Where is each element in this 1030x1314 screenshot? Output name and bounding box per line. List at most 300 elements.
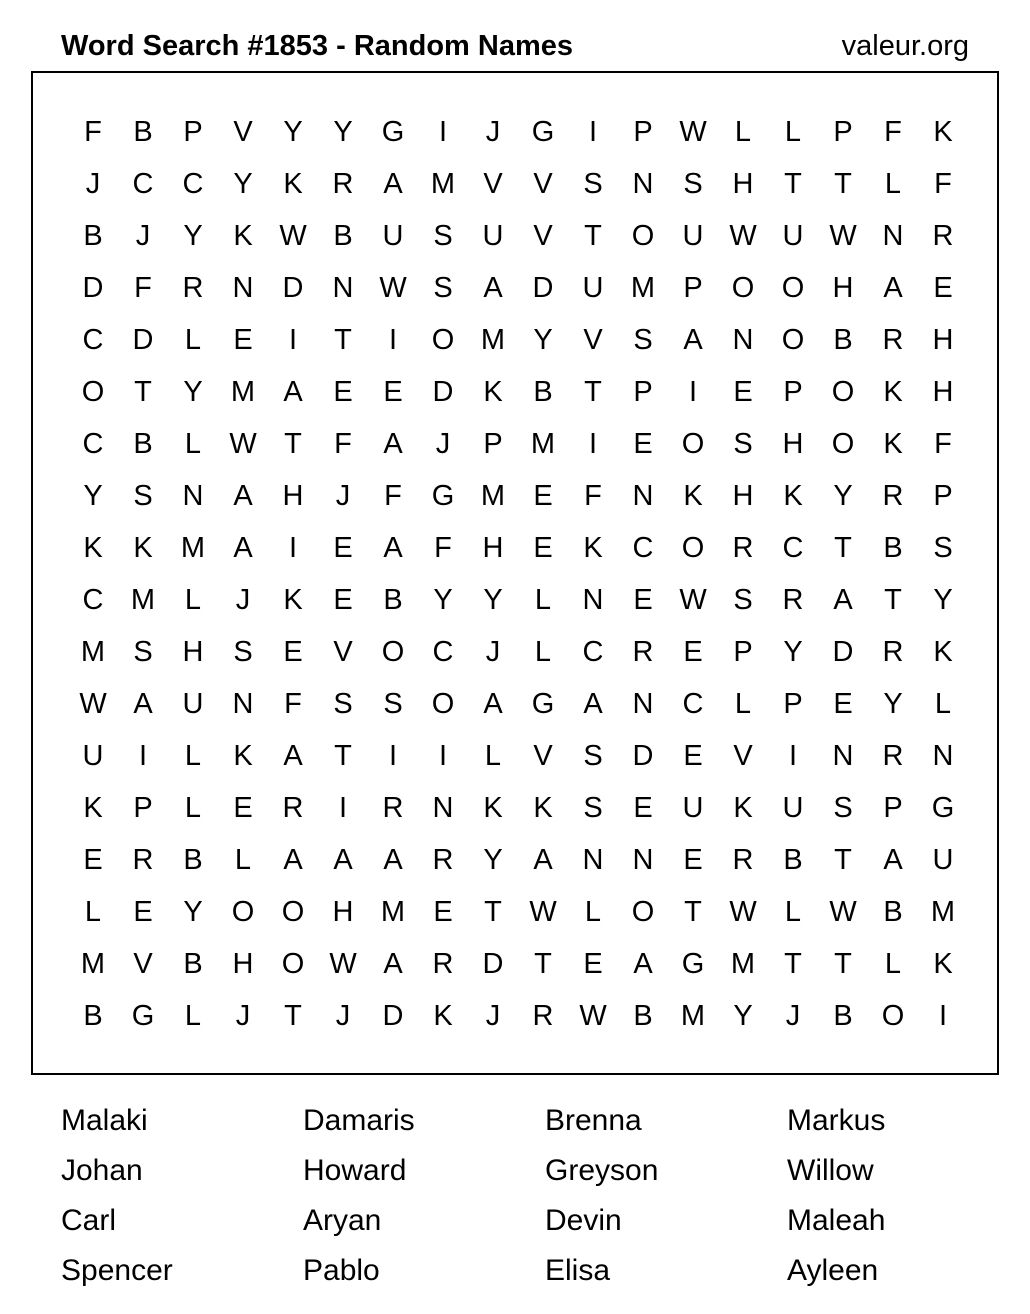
grid-cell[interactable]: M (180, 531, 206, 564)
grid-cell[interactable]: D (132, 323, 154, 356)
grid-cell[interactable]: H (932, 375, 954, 408)
grid-cell[interactable]: M (930, 895, 956, 928)
grid-cell[interactable]: T (834, 531, 852, 564)
grid-cell[interactable]: R (532, 999, 554, 1032)
grid-cell[interactable]: E (433, 895, 453, 928)
grid-cell[interactable]: W (679, 115, 707, 148)
grid-cell[interactable]: S (233, 635, 253, 668)
grid-cell[interactable]: K (783, 479, 803, 512)
grid-cell[interactable]: R (432, 947, 454, 980)
grid-cell[interactable]: K (583, 531, 603, 564)
grid-cell[interactable]: Y (433, 583, 453, 616)
grid-cell[interactable]: P (883, 791, 903, 824)
grid-cell[interactable]: J (335, 479, 351, 512)
grid-cell[interactable]: A (683, 323, 703, 356)
grid-cell[interactable]: D (282, 271, 304, 304)
grid-cell[interactable]: F (334, 427, 352, 460)
grid-cell[interactable]: U (582, 271, 604, 304)
grid-cell[interactable]: P (783, 375, 803, 408)
grid-cell[interactable]: H (332, 895, 354, 928)
grid-cell[interactable]: J (85, 167, 101, 200)
grid-cell[interactable]: A (633, 947, 653, 980)
grid-cell[interactable]: I (138, 739, 148, 772)
grid-cell[interactable]: B (83, 219, 103, 252)
grid-cell[interactable]: B (883, 895, 903, 928)
grid-cell[interactable]: L (184, 739, 202, 772)
grid-cell[interactable]: L (934, 687, 952, 720)
grid-cell[interactable]: O (81, 375, 105, 408)
grid-cell[interactable]: S (433, 219, 453, 252)
grid-cell[interactable]: L (184, 791, 202, 824)
grid-cell[interactable]: P (933, 479, 953, 512)
grid-cell[interactable]: W (529, 895, 557, 928)
grid-cell[interactable]: P (783, 687, 803, 720)
grid-cell[interactable]: O (231, 895, 255, 928)
grid-cell[interactable]: L (784, 895, 802, 928)
grid-cell[interactable]: N (832, 739, 854, 772)
grid-cell[interactable]: T (834, 843, 852, 876)
grid-cell[interactable]: S (583, 167, 603, 200)
grid-cell[interactable]: F (434, 531, 452, 564)
grid-cell[interactable]: M (730, 947, 756, 980)
grid-cell[interactable]: L (184, 323, 202, 356)
grid-cell[interactable]: K (933, 635, 953, 668)
grid-cell[interactable]: D (832, 635, 854, 668)
grid-cell[interactable]: L (784, 115, 802, 148)
grid-cell[interactable]: M (230, 375, 256, 408)
grid-cell[interactable]: Y (333, 115, 353, 148)
grid-cell[interactable]: M (630, 271, 656, 304)
grid-cell[interactable]: N (632, 479, 654, 512)
grid-cell[interactable]: R (282, 791, 304, 824)
grid-cell[interactable]: R (882, 323, 904, 356)
grid-cell[interactable]: T (834, 167, 852, 200)
grid-cell[interactable]: P (483, 427, 503, 460)
grid-cell[interactable]: B (183, 843, 203, 876)
grid-cell[interactable]: W (229, 427, 257, 460)
grid-cell[interactable]: O (831, 427, 855, 460)
grid-cell[interactable]: J (785, 999, 801, 1032)
grid-cell[interactable]: E (633, 427, 653, 460)
grid-cell[interactable]: K (233, 219, 253, 252)
grid-cell[interactable]: A (883, 271, 903, 304)
grid-cell[interactable]: M (480, 479, 506, 512)
grid-cell[interactable]: A (233, 479, 253, 512)
grid-cell[interactable]: M (380, 895, 406, 928)
grid-cell[interactable]: B (833, 323, 853, 356)
grid-cell[interactable]: S (383, 687, 403, 720)
grid-cell[interactable]: J (485, 635, 501, 668)
grid-cell[interactable]: I (938, 999, 948, 1032)
grid-cell[interactable]: L (734, 115, 752, 148)
grid-cell[interactable]: A (533, 843, 553, 876)
grid-cell[interactable]: O (281, 947, 305, 980)
grid-cell[interactable]: N (582, 583, 604, 616)
grid-cell[interactable]: R (132, 843, 154, 876)
grid-cell[interactable]: S (133, 479, 153, 512)
grid-cell[interactable]: N (632, 167, 654, 200)
grid-cell[interactable]: P (733, 635, 753, 668)
grid-cell[interactable]: A (383, 947, 403, 980)
grid-cell[interactable]: O (881, 999, 905, 1032)
grid-cell[interactable]: Y (83, 479, 103, 512)
grid-cell[interactable]: T (484, 895, 502, 928)
grid-cell[interactable]: I (288, 323, 298, 356)
grid-cell[interactable]: N (232, 271, 254, 304)
grid-cell[interactable]: F (934, 427, 952, 460)
grid-cell[interactable]: O (281, 895, 305, 928)
grid-cell[interactable]: N (432, 791, 454, 824)
grid-cell[interactable]: E (533, 531, 553, 564)
grid-cell[interactable]: P (633, 115, 653, 148)
grid-cell[interactable]: J (235, 999, 251, 1032)
grid-cell[interactable]: A (283, 739, 303, 772)
grid-cell[interactable]: L (234, 843, 252, 876)
grid-cell[interactable]: R (882, 479, 904, 512)
grid-cell[interactable]: S (733, 427, 753, 460)
grid-cell[interactable]: B (333, 219, 353, 252)
grid-cell[interactable]: S (683, 167, 703, 200)
grid-cell[interactable]: S (583, 791, 603, 824)
grid-cell[interactable]: U (182, 687, 204, 720)
grid-cell[interactable]: M (480, 323, 506, 356)
grid-cell[interactable]: G (531, 687, 555, 720)
grid-cell[interactable]: M (430, 167, 456, 200)
grid-cell[interactable]: I (588, 427, 598, 460)
grid-cell[interactable]: B (133, 115, 153, 148)
grid-cell[interactable]: B (183, 947, 203, 980)
grid-cell[interactable]: W (579, 999, 607, 1032)
grid-cell[interactable]: K (433, 999, 453, 1032)
grid-cell[interactable]: H (482, 531, 504, 564)
grid-cell[interactable]: H (282, 479, 304, 512)
grid-cell[interactable]: L (534, 583, 552, 616)
grid-cell[interactable]: Y (183, 895, 203, 928)
grid-cell[interactable]: E (683, 843, 703, 876)
grid-cell[interactable]: W (729, 219, 757, 252)
grid-cell[interactable]: S (433, 271, 453, 304)
grid-cell[interactable]: F (84, 115, 102, 148)
grid-cell[interactable]: A (483, 687, 503, 720)
grid-cell[interactable]: P (133, 791, 153, 824)
grid-cell[interactable]: R (882, 739, 904, 772)
grid-cell[interactable]: W (729, 895, 757, 928)
grid-cell[interactable]: H (932, 323, 954, 356)
grid-cell[interactable]: H (832, 271, 854, 304)
grid-cell[interactable]: T (284, 427, 302, 460)
grid-cell[interactable]: O (831, 375, 855, 408)
grid-cell[interactable]: E (683, 635, 703, 668)
grid-cell[interactable]: E (733, 375, 753, 408)
grid-cell[interactable]: E (83, 843, 103, 876)
grid-cell[interactable]: K (233, 739, 253, 772)
grid-cell[interactable]: D (382, 999, 404, 1032)
grid-cell[interactable]: O (631, 219, 655, 252)
grid-cell[interactable]: K (883, 375, 903, 408)
grid-cell[interactable]: C (582, 635, 604, 668)
grid-cell[interactable]: C (132, 167, 154, 200)
grid-cell[interactable]: G (931, 791, 955, 824)
grid-cell[interactable]: N (332, 271, 354, 304)
grid-cell[interactable]: T (784, 167, 802, 200)
grid-cell[interactable]: T (784, 947, 802, 980)
grid-cell[interactable]: H (232, 947, 254, 980)
grid-cell[interactable]: T (334, 739, 352, 772)
grid-cell[interactable]: E (333, 531, 353, 564)
grid-cell[interactable]: R (732, 531, 754, 564)
grid-cell[interactable]: S (633, 323, 653, 356)
grid-cell[interactable]: J (435, 427, 451, 460)
grid-cell[interactable]: U (932, 843, 954, 876)
grid-cell[interactable]: T (534, 947, 552, 980)
grid-cell[interactable]: U (82, 739, 104, 772)
grid-cell[interactable]: T (584, 375, 602, 408)
grid-cell[interactable]: A (583, 687, 603, 720)
grid-cell[interactable]: N (932, 739, 954, 772)
grid-cell[interactable]: F (884, 115, 902, 148)
grid-cell[interactable]: R (182, 271, 204, 304)
grid-cell[interactable]: V (233, 115, 253, 148)
grid-cell[interactable]: D (432, 375, 454, 408)
grid-cell[interactable]: G (431, 479, 455, 512)
grid-cell[interactable]: L (734, 687, 752, 720)
grid-cell[interactable]: W (379, 271, 407, 304)
grid-cell[interactable]: H (732, 167, 754, 200)
grid-cell[interactable]: B (83, 999, 103, 1032)
grid-cell[interactable]: E (233, 791, 253, 824)
grid-cell[interactable]: U (382, 219, 404, 252)
grid-cell[interactable]: H (782, 427, 804, 460)
grid-cell[interactable]: C (432, 635, 454, 668)
grid-cell[interactable]: R (882, 635, 904, 668)
grid-cell[interactable]: B (383, 583, 403, 616)
grid-cell[interactable]: L (884, 167, 902, 200)
grid-cell[interactable]: N (232, 687, 254, 720)
grid-cell[interactable]: S (133, 635, 153, 668)
grid-cell[interactable]: W (329, 947, 357, 980)
grid-cell[interactable]: V (483, 167, 503, 200)
grid-cell[interactable]: N (632, 687, 654, 720)
grid-cell[interactable]: T (684, 895, 702, 928)
grid-cell[interactable]: J (485, 115, 501, 148)
grid-cell[interactable]: G (531, 115, 555, 148)
grid-cell[interactable]: R (382, 791, 404, 824)
grid-cell[interactable]: A (283, 375, 303, 408)
grid-cell[interactable]: M (80, 635, 106, 668)
grid-cell[interactable]: B (533, 375, 553, 408)
grid-cell[interactable]: A (383, 531, 403, 564)
grid-cell[interactable]: F (284, 687, 302, 720)
grid-cell[interactable]: A (383, 167, 403, 200)
grid-cell[interactable]: E (333, 375, 353, 408)
grid-cell[interactable]: E (233, 323, 253, 356)
grid-cell[interactable]: L (584, 895, 602, 928)
grid-cell[interactable]: K (283, 167, 303, 200)
grid-cell[interactable]: G (131, 999, 155, 1032)
grid-cell[interactable]: C (182, 167, 204, 200)
grid-cell[interactable]: O (681, 427, 705, 460)
grid-cell[interactable]: V (583, 323, 603, 356)
grid-cell[interactable]: B (783, 843, 803, 876)
grid-cell[interactable]: Y (233, 167, 253, 200)
grid-cell[interactable]: Y (183, 219, 203, 252)
grid-cell[interactable]: Y (183, 375, 203, 408)
grid-cell[interactable]: W (679, 583, 707, 616)
grid-cell[interactable]: D (532, 271, 554, 304)
grid-cell[interactable]: I (288, 531, 298, 564)
grid-cell[interactable]: R (782, 583, 804, 616)
grid-cell[interactable]: U (782, 791, 804, 824)
grid-cell[interactable]: B (133, 427, 153, 460)
grid-cell[interactable]: T (134, 375, 152, 408)
grid-cell[interactable]: A (383, 427, 403, 460)
grid-cell[interactable]: P (833, 115, 853, 148)
grid-cell[interactable]: K (933, 947, 953, 980)
grid-cell[interactable]: S (583, 739, 603, 772)
grid-cell[interactable]: U (782, 219, 804, 252)
grid-cell[interactable]: T (284, 999, 302, 1032)
grid-cell[interactable]: D (482, 947, 504, 980)
grid-cell[interactable]: I (688, 375, 698, 408)
grid-cell[interactable]: I (588, 115, 598, 148)
grid-cell[interactable]: F (384, 479, 402, 512)
grid-cell[interactable]: E (833, 687, 853, 720)
grid-cell[interactable]: O (781, 271, 805, 304)
grid-cell[interactable]: K (483, 375, 503, 408)
grid-cell[interactable]: C (632, 531, 654, 564)
grid-cell[interactable]: F (584, 479, 602, 512)
grid-cell[interactable]: K (933, 115, 953, 148)
grid-cell[interactable]: R (732, 843, 754, 876)
grid-cell[interactable]: B (883, 531, 903, 564)
grid-cell[interactable]: A (333, 843, 353, 876)
grid-cell[interactable]: D (632, 739, 654, 772)
grid-cell[interactable]: N (732, 323, 754, 356)
grid-cell[interactable]: K (533, 791, 553, 824)
grid-cell[interactable]: K (683, 479, 703, 512)
grid-cell[interactable]: K (83, 531, 103, 564)
grid-cell[interactable]: O (631, 895, 655, 928)
grid-cell[interactable]: L (84, 895, 102, 928)
grid-cell[interactable]: L (184, 583, 202, 616)
grid-cell[interactable]: L (884, 947, 902, 980)
grid-cell[interactable]: E (533, 479, 553, 512)
grid-cell[interactable]: N (632, 843, 654, 876)
grid-cell[interactable]: N (582, 843, 604, 876)
grid-cell[interactable]: I (388, 739, 398, 772)
grid-cell[interactable]: O (681, 531, 705, 564)
grid-cell[interactable]: F (934, 167, 952, 200)
grid-cell[interactable]: J (485, 999, 501, 1032)
grid-cell[interactable]: Y (833, 479, 853, 512)
grid-cell[interactable]: Y (533, 323, 553, 356)
grid-cell[interactable]: E (933, 271, 953, 304)
grid-cell[interactable]: A (233, 531, 253, 564)
grid-cell[interactable]: O (381, 635, 405, 668)
grid-cell[interactable]: K (133, 531, 153, 564)
grid-cell[interactable]: C (82, 323, 104, 356)
grid-cell[interactable]: N (882, 219, 904, 252)
grid-cell[interactable]: W (829, 895, 857, 928)
grid-cell[interactable]: Y (883, 687, 903, 720)
grid-cell[interactable]: U (482, 219, 504, 252)
grid-cell[interactable]: D (82, 271, 104, 304)
grid-cell[interactable]: Y (483, 583, 503, 616)
grid-cell[interactable]: K (483, 791, 503, 824)
grid-cell[interactable]: B (633, 999, 653, 1032)
grid-cell[interactable]: L (484, 739, 502, 772)
grid-cell[interactable]: H (182, 635, 204, 668)
grid-cell[interactable]: A (833, 583, 853, 616)
grid-cell[interactable]: B (833, 999, 853, 1032)
grid-cell[interactable]: T (584, 219, 602, 252)
grid-cell[interactable]: L (184, 427, 202, 460)
grid-cell[interactable]: R (632, 635, 654, 668)
grid-cell[interactable]: F (134, 271, 152, 304)
grid-cell[interactable]: V (333, 635, 353, 668)
grid-cell[interactable]: V (533, 739, 553, 772)
grid-cell[interactable]: S (333, 687, 353, 720)
grid-cell[interactable]: K (83, 791, 103, 824)
grid-cell[interactable]: R (332, 167, 354, 200)
grid-cell[interactable]: E (283, 635, 303, 668)
grid-cell[interactable]: V (733, 739, 753, 772)
grid-cell[interactable]: S (833, 791, 853, 824)
grid-cell[interactable]: K (883, 427, 903, 460)
grid-cell[interactable]: H (732, 479, 754, 512)
grid-cell[interactable]: K (283, 583, 303, 616)
grid-cell[interactable]: M (80, 947, 106, 980)
grid-cell[interactable]: V (533, 167, 553, 200)
grid-cell[interactable]: E (383, 375, 403, 408)
grid-cell[interactable]: A (383, 843, 403, 876)
grid-cell[interactable]: U (682, 791, 704, 824)
grid-cell[interactable]: W (79, 687, 107, 720)
grid-cell[interactable]: T (834, 947, 852, 980)
grid-cell[interactable]: Y (933, 583, 953, 616)
grid-cell[interactable]: C (82, 427, 104, 460)
grid-cell[interactable]: I (438, 739, 448, 772)
grid-cell[interactable]: M (530, 427, 556, 460)
grid-cell[interactable]: I (788, 739, 798, 772)
grid-cell[interactable]: L (184, 999, 202, 1032)
grid-cell[interactable]: M (680, 999, 706, 1032)
grid-cell[interactable]: E (683, 739, 703, 772)
grid-cell[interactable]: E (333, 583, 353, 616)
grid-cell[interactable]: R (432, 843, 454, 876)
grid-cell[interactable]: J (335, 999, 351, 1032)
grid-cell[interactable]: J (235, 583, 251, 616)
grid-cell[interactable]: A (283, 843, 303, 876)
grid-cell[interactable]: A (883, 843, 903, 876)
grid-cell[interactable]: E (583, 947, 603, 980)
grid-cell[interactable]: P (633, 375, 653, 408)
grid-cell[interactable]: J (135, 219, 151, 252)
grid-cell[interactable]: G (681, 947, 705, 980)
grid-cell[interactable]: Y (733, 999, 753, 1032)
grid-cell[interactable]: S (733, 583, 753, 616)
grid-cell[interactable]: Y (483, 843, 503, 876)
grid-cell[interactable]: O (781, 323, 805, 356)
grid-cell[interactable]: T (334, 323, 352, 356)
grid-cell[interactable]: Y (783, 635, 803, 668)
grid-cell[interactable]: E (633, 583, 653, 616)
grid-cell[interactable]: E (633, 791, 653, 824)
grid-cell[interactable]: R (932, 219, 954, 252)
grid-cell[interactable]: C (782, 531, 804, 564)
grid-cell[interactable]: V (533, 219, 553, 252)
grid-cell[interactable]: P (183, 115, 203, 148)
